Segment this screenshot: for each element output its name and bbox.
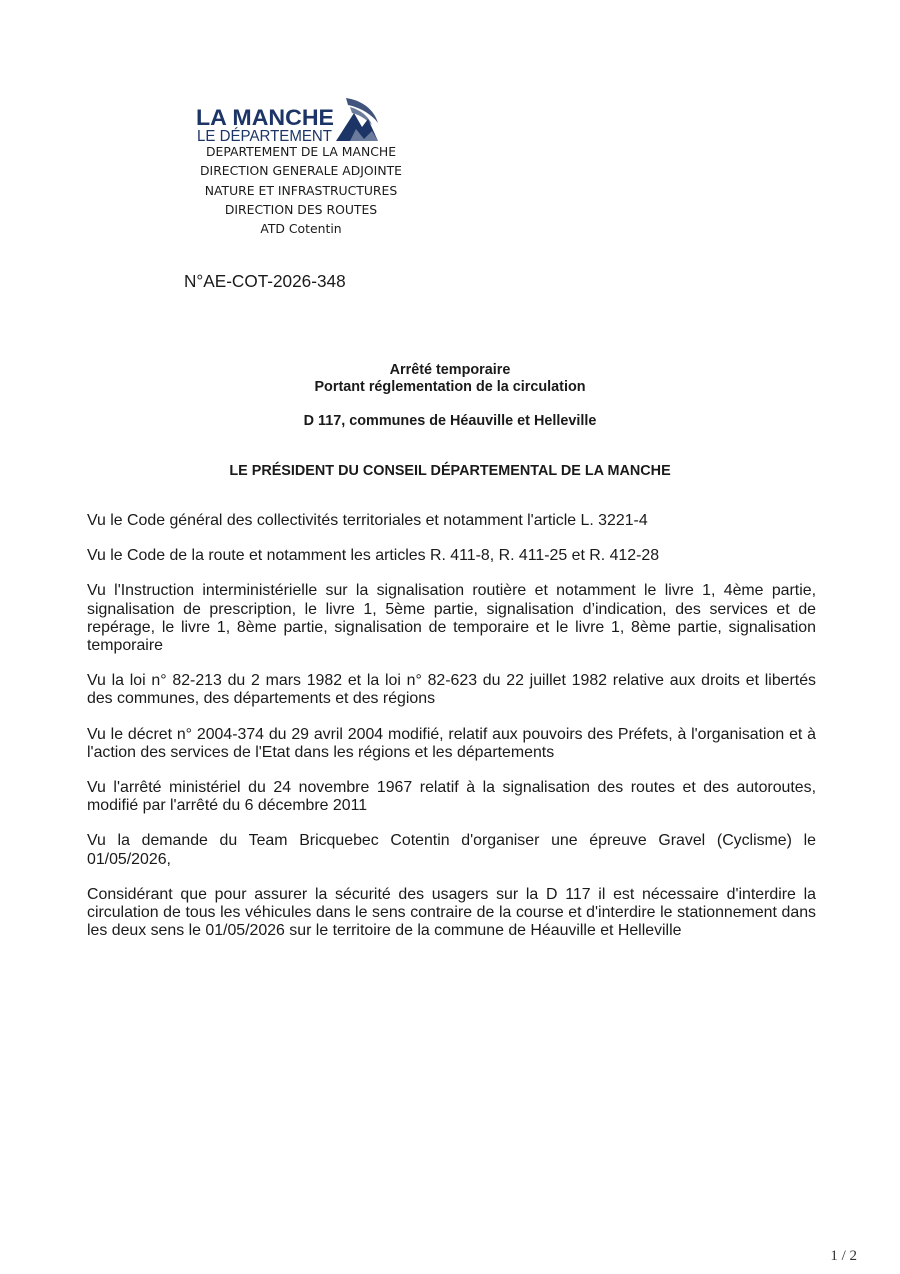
department-logo <box>196 95 386 145</box>
consideration-paragraph: Considérant que pour assurer la sécurité des usagers sur la D 117 il est nécessaire d'interdire la circulation de tous les véhicules dans le sens contraire de la course et d'interdire le stationnement dans les deux sens le 01/05/2026 sur le territoire de la commune de Héauville et Helleville <box>87 885 816 940</box>
communes-text: , communes de Héauville et Helleville <box>341 413 597 429</box>
issuing-department-block <box>156 142 446 238</box>
header-line: NATURE ET INFRASTRUCTURES <box>204 182 398 198</box>
consideration-paragraph: Vu l'Instruction interministérielle sur la signalisation routière et notamment le livre 1, 4ème partie, signalisation de prescription, le livre 1, 5ème partie, signalisation d’indication, des services et de repérage, le livre 1, 8ème partie, signalisation de temporaire et le livre 1, 8ème partie, signalisation temporaire <box>87 582 816 655</box>
consideration-paragraph: Vu la loi n° 82-213 du 2 mars 1982 et la loi n° 82-623 du 22 juillet 1982 relative aux droits et libertés des communes, des départements et des régions <box>87 672 816 708</box>
emblem-icon <box>336 98 378 141</box>
logo-name-text: LA MANCHE <box>196 105 334 130</box>
consideration-paragraph: Vu le décret n° 2004-374 du 29 avril 2004 modifié, relatif aux pouvoirs des Préfets, à l'organisation et à l'action des services de l'Etat dans les régions et les départements <box>87 725 816 761</box>
decree-reference: N°AE-COT-2026-348 <box>184 271 346 291</box>
decree-title-line2: Portant réglementation de la circulation <box>314 379 586 395</box>
consideration-paragraph: Vu la demande du Team Bricquebec Cotentin d'organiser une épreuve Gravel (Cyclisme) le 01/05/2026, <box>87 832 816 868</box>
header-line: DIRECTION GENERALE ADJOINTE <box>200 163 402 179</box>
authority-heading: LE PRÉSIDENT DU CONSEIL DÉPARTEMENTAL DE LA MANCHE <box>229 463 671 479</box>
decree-subject <box>0 413 900 429</box>
header-line: DEPARTEMENT DE LA MANCHE <box>205 144 397 159</box>
logo-subtitle-text: LE DÉPARTEMENT <box>197 128 333 145</box>
decree-title-line1: Arrêté temporaire <box>389 362 511 378</box>
consideration-paragraph: Vu le Code de la route et notamment les articles R. 411-8, R. 411-25 et R. 412-28 <box>87 547 660 565</box>
header-line: ATD Cotentin <box>260 221 342 237</box>
consideration-paragraph: Vu le Code général des collectivités territoriales et notamment l'article L. 3221-4 <box>87 512 648 529</box>
header-line: DIRECTION DES ROUTES <box>224 201 378 217</box>
decree-considerations <box>87 512 816 957</box>
road-number: D 117 <box>303 413 342 429</box>
page-number: 1 / 2 <box>830 1248 857 1264</box>
consideration-paragraph: Vu l'arrêté ministériel du 24 novembre 1967 relatif à la signalisation des routes et des autoroutes, modifié par l'arrêté du 6 décembre 2011 <box>87 779 816 815</box>
